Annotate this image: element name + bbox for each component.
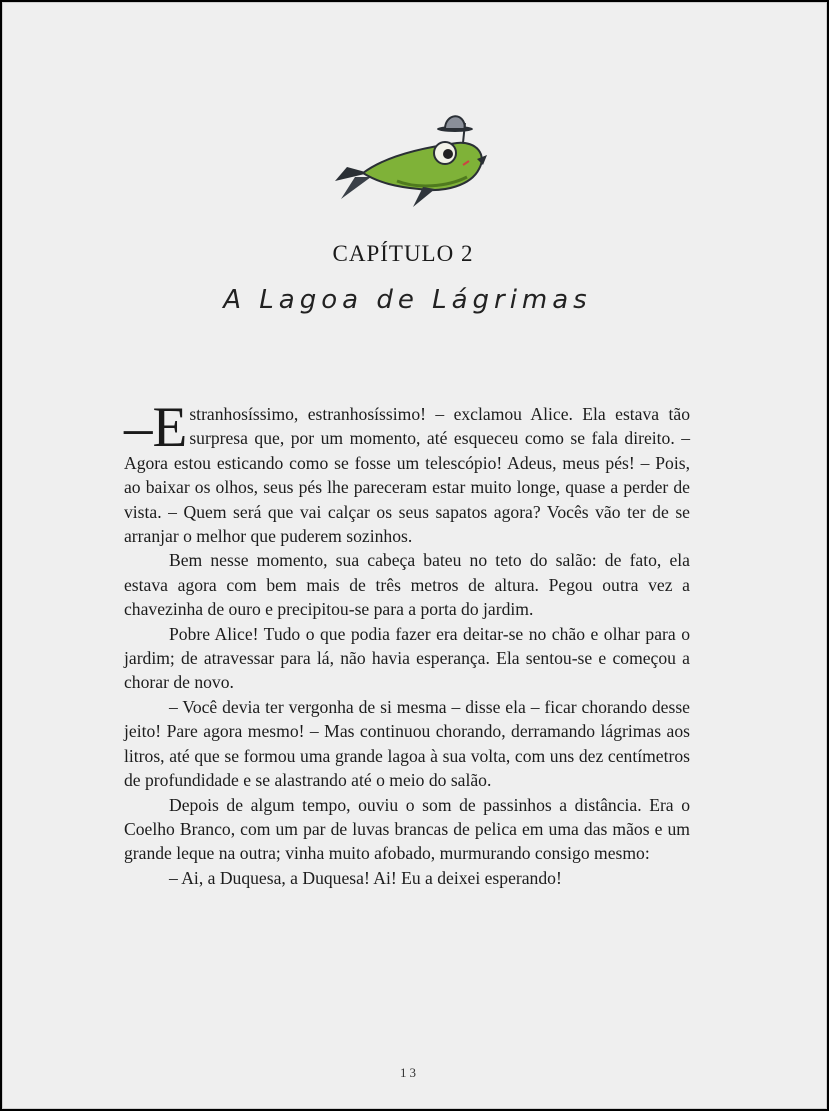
- paragraph-3: Pobre Alice! Tudo o que podia fazer era deitar-se no chão e olhar para o jardim; de atravessar para lá, não havia esperança. Ela sentou-se e começou a chorar de novo.: [124, 623, 690, 693]
- paragraph-6: – Ai, a Duquesa, a Duquesa! Ai! Eu a deixei esperando!: [169, 867, 562, 888]
- chapter-number: CAPÍTULO 2: [332, 241, 474, 266]
- paragraph-5: Depois de algum tempo, ouviu o som de passinhos a distância. Era o Coelho Branco, com um par de luvas brancas de pelica em uma das mãos e um grande leque na outra; vinha muito afobado, murmurando consigo mesmo:: [124, 794, 690, 864]
- paragraph-4: – Você devia ter vergonha de si mesma – disse ela – ficar chorando desse jeito! Pare agora mesmo! – Mas continuou chorando, derramando lágrimas aos litros, até que se formou uma grande lagoa à sua volta, com uns dez centímetros de profundidade e se alastrando até o meio do salão.: [124, 696, 690, 791]
- paragraph-1: [124, 396, 690, 548]
- paragraph-1-text: stranhosíssimo, estranhosíssimo! – exclamou Alice. Ela estava tão surpresa que, por um momento, até esqueceu como se fala direito. – Agora estou esticando como se fosse um telescópio! Adeus, meus pés! – Pois, ao baixar os olhos, seus pés lhe pareceram estar muito longe, quase a perder de vista. – Quem será que vai calçar os seus sapatos agora? Vocês vão ter de se arranjar o melhor que puderem sozinhos.: [124, 404, 690, 547]
- drop-cap: –E: [124, 396, 188, 459]
- book-page: [2, 2, 827, 1109]
- chapter-title: A Lagoa de Lágrimas: [223, 285, 592, 315]
- paragraph-2: Bem nesse momento, sua cabeça bateu no teto do salão: de fato, ela estava agora com bem mais de três metros de altura. Pegou outra vez a chavezinha de ouro e precipitou-se para a porta do jardim.: [124, 550, 690, 620]
- chapter-body: [124, 396, 690, 890]
- fish-with-hat-illustration: [327, 103, 493, 213]
- page-number: 13: [400, 1065, 419, 1080]
